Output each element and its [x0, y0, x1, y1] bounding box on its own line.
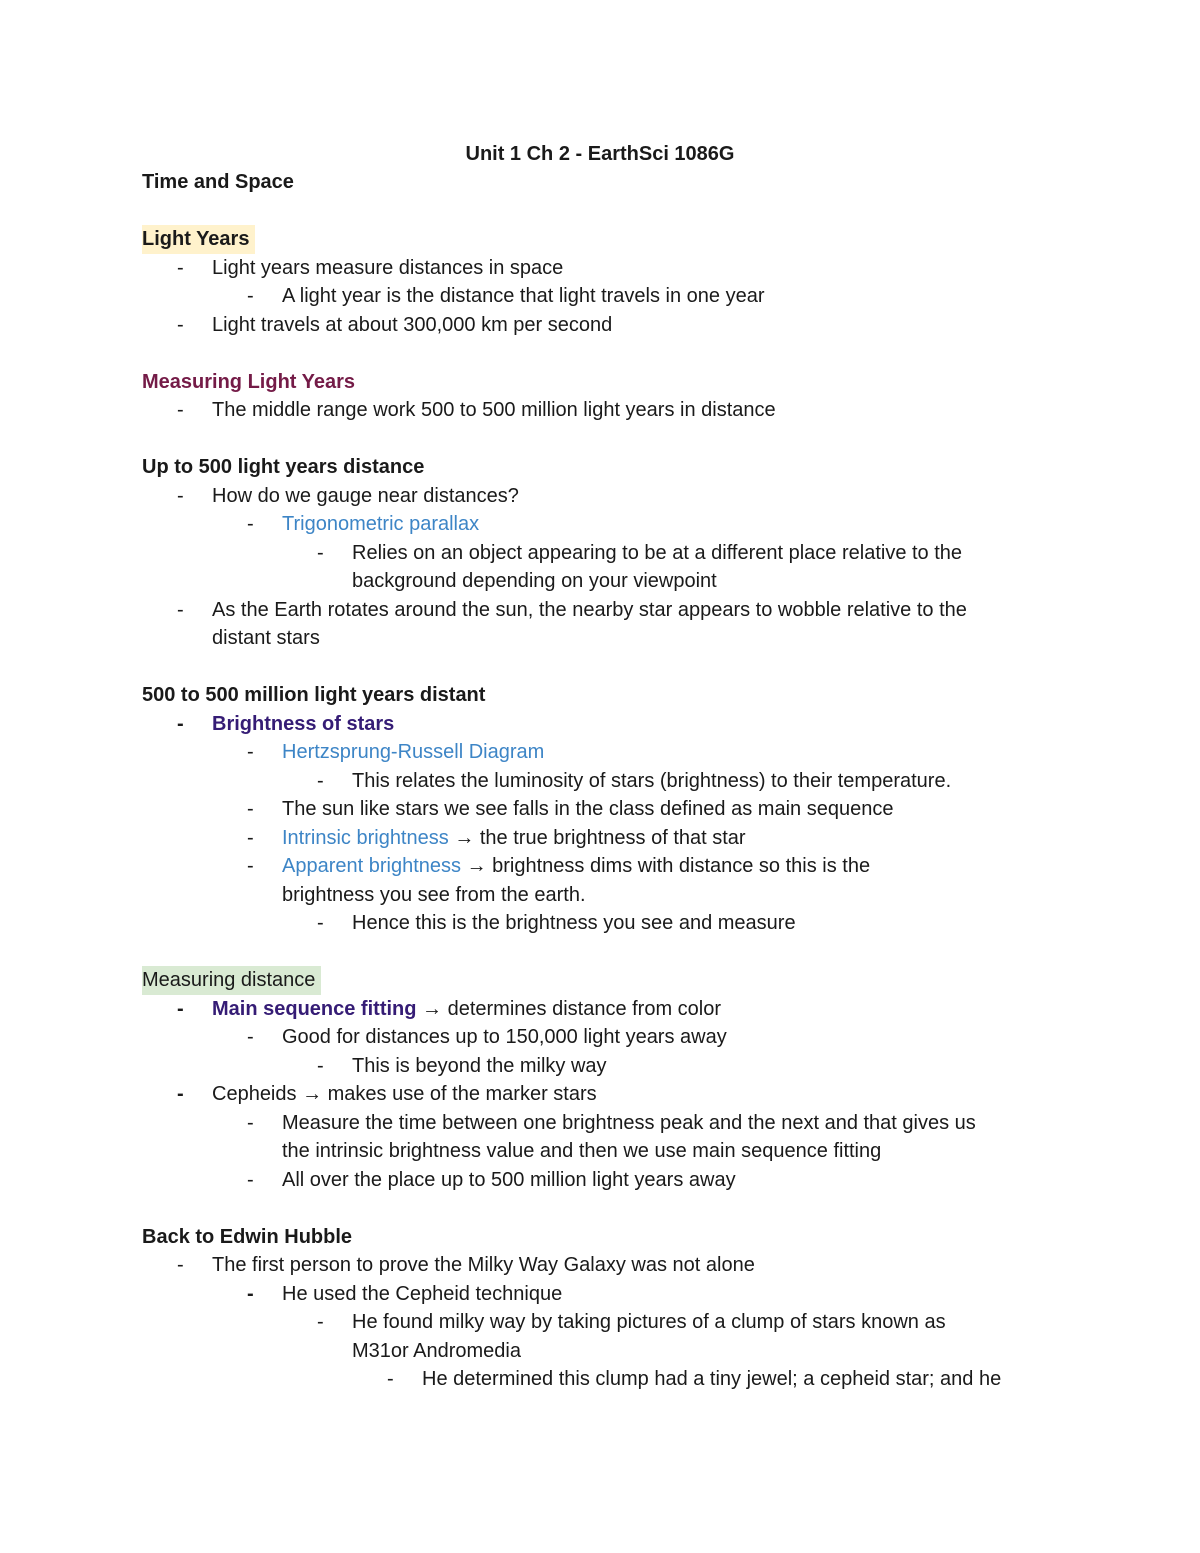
list-item: - This is beyond the milky way: [317, 1054, 607, 1077]
section-heading-up-to-500: Up to 500 light years distance: [142, 456, 425, 478]
arrow-right-icon: →: [422, 997, 443, 1020]
spacer: [142, 653, 1142, 682]
arrow-right-icon: →: [302, 1083, 323, 1105]
list-item: - The sun like stars we see falls in the class defined as main sequence: [247, 798, 894, 820]
section-heading-measuring-distance: Measuring distance: [142, 966, 1142, 995]
section-heading-edwin-hubble: Back to Edwin Hubble: [142, 1225, 353, 1248]
list-item-continuation: brightness you see from the earth.: [282, 883, 586, 906]
list-item: - The middle range work 500 to 500 million light years in distance: [177, 399, 776, 421]
list-item: - He found milky way by taking pictures of a clump of stars known as: [317, 1311, 946, 1333]
list-item-continuation: the intrinsic brightness value and then we use main sequence fitting: [282, 1140, 882, 1162]
list-item: - Light years measure distances in space: [177, 256, 564, 279]
list-item: - Hertzsprung-Russell Diagram: [247, 741, 545, 763]
spacer: [142, 1194, 1142, 1223]
list-item: - The first person to prove the Milky Way Galaxy was not alone: [177, 1254, 755, 1276]
list-item: - Light travels at about 300,000 km per second: [177, 313, 613, 336]
list-item-continuation: distant stars: [212, 627, 320, 649]
list-item: - Brightness of stars: [177, 712, 395, 735]
list-item: - Good for distances up to 150,000 light years away: [247, 1026, 727, 1048]
spacer: [142, 197, 1142, 226]
list-item: - He used the Cepheid technique: [247, 1282, 563, 1305]
list-item: - All over the place up to 500 million light years away: [247, 1168, 736, 1191]
list-item: - Hence this is the brightness you see and measure: [317, 912, 796, 934]
list-item: - Measure the time between one brightness peak and the next and that gives us: [247, 1111, 976, 1134]
list-item: - How do we gauge near distances?: [177, 484, 519, 507]
list-item: - Main sequence fitting → determines distance from color: [177, 997, 722, 1020]
section-heading-light-years: Light Years: [142, 225, 1142, 254]
section-heading-500-to-500-million: 500 to 500 million light years distant: [142, 684, 486, 706]
list-item: - He determined this clump had a tiny jewel; a cepheid star; and he: [387, 1368, 1002, 1390]
spacer: [142, 938, 1142, 967]
list-item: - As the Earth rotates around the sun, the nearby star appears to wobble relative to the: [177, 598, 967, 621]
list-item: - Intrinsic brightness → the true brightness of that star: [247, 826, 746, 849]
list-item: - Relies on an object appearing to be at a different place relative to the: [317, 541, 963, 564]
list-item: - A light year is the distance that light travels in one year: [247, 285, 765, 307]
section-heading-time-and-space: Time and Space: [142, 171, 294, 193]
document-body: [142, 168, 1142, 1394]
spacer: [142, 425, 1142, 454]
arrow-right-icon: →: [466, 855, 487, 877]
list-item: - This relates the luminosity of stars (brightness) to their temperature.: [317, 769, 952, 792]
list-item: - Cepheids → makes use of the marker stars: [177, 1083, 597, 1105]
list-item-continuation: M31or Andromedia: [352, 1339, 521, 1362]
section-heading-measuring-light-years: Measuring Light Years: [142, 370, 356, 393]
document-title: Unit 1 Ch 2 - EarthSci 1086G: [465, 143, 735, 165]
arrow-right-icon: →: [454, 826, 475, 849]
list-item: - Trigonometric parallax: [247, 513, 480, 535]
list-item: - Apparent brightness → brightness dims with distance so this is the: [247, 855, 871, 877]
list-item-continuation: background depending on your viewpoint: [352, 570, 717, 592]
spacer: [142, 339, 1142, 368]
